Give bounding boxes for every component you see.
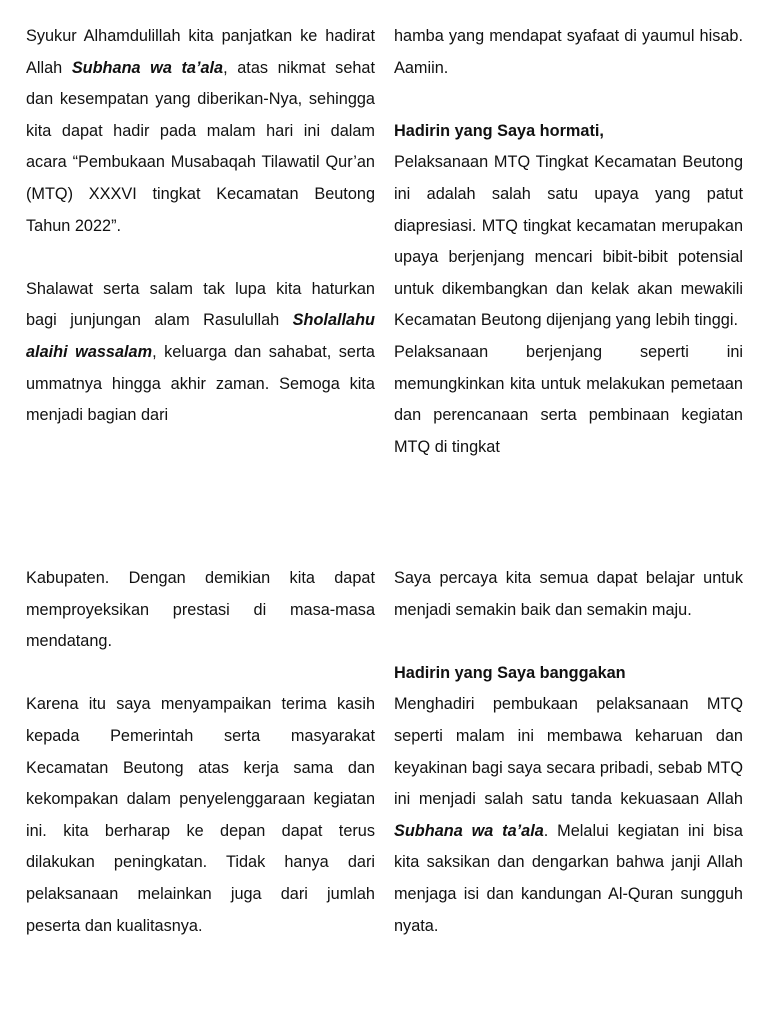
- opening-paragraph: Syukur Alhamdulillah kita panjatkan ke hadirat Allah Subhana wa ta’ala, atas nikmat sehat dan kesempatan yang diberikan-Nya, sehingga kita dapat hadir pada malam hari ini dalam acara “Pembukaan Musabaqah Tilawatil Qur’an (MTQ) XXXVI tingkat Kecamatan Beutong Tahun 2022”.: [26, 27, 376, 235]
- kabupaten-paragraph: Kabupaten. Dengan demikian kita dapat memproyeksikan prestasi di masa-masa mendatang.: [26, 569, 375, 651]
- belief-paragraph: Saya percaya kita semua dapat belajar untuk menjadi semakin baik dan semakin maju.: [394, 569, 743, 619]
- block1-left-column: [26, 21, 375, 432]
- block1-right-column: [394, 21, 743, 463]
- shalawat-paragraph: Shalawat serta salam tak lupa kita haturkan bagi junjungan alam Rasulullah Sholallahu alaihi wassalam, keluarga dan sahabat, serta ummatnya hingga akhir zaman. Semoga kita menjadi bagian dari: [26, 279, 375, 425]
- section-heading-hormati: Hadirin yang Saya hormati,: [394, 121, 604, 140]
- section-heading-banggakan: Hadirin yang Saya banggakan: [394, 663, 626, 682]
- thanks-paragraph: Karena itu saya menyampaikan terima kasih kepada Pemerintah serta masyarakat Kecamatan Beutong atas kerja sama dan kekompakan dalam penyelenggaraan kegiatan ini. kita berharap ke depan dapat terus dilakukan peningkatan. Tidak hanya dari pelaksanaan melainkan juga dari jumlah peserta dan kualitasnya.: [26, 695, 375, 935]
- tiered-implementation-paragraph: Pelaksanaan berjenjang seperti ini memungkinkan kita untuk melakukan pemetaan dan perencanaan serta pembinaan kegiatan MTQ di tingkat: [394, 342, 743, 456]
- block2-left-column: [26, 563, 375, 942]
- mtq-appreciation-paragraph: Pelaksanaan MTQ Tingkat Kecamatan Beutong ini adalah salah satu upaya yang patut diapresiasi. MTQ tingkat kecamatan merupakan upaya berjenjang mencari bibit-bibit potensial untuk dikembangkan dan kelak akan mewakili Kecamatan Beutong dijenjang yang lebih tinggi.: [394, 153, 743, 330]
- mtq-emotion-paragraph: Menghadiri pembukaan pelaksanaan MTQ seperti malam ini membawa keharuan dan keyakinan bagi saya secara pribadi, sebab MTQ ini menjadi salah satu tanda kekuasaan Allah Subhana wa ta’ala. Melalui kegiatan ini bisa kita saksikan dan dengarkan bahwa janji Allah menjaga isi dan kandungan Al-Quran sungguh nyata.: [394, 695, 743, 935]
- block2-right-column: [394, 563, 743, 942]
- closing-prayer-paragraph: hamba yang mendapat syafaat di yaumul hisab. Aamiin.: [394, 27, 743, 77]
